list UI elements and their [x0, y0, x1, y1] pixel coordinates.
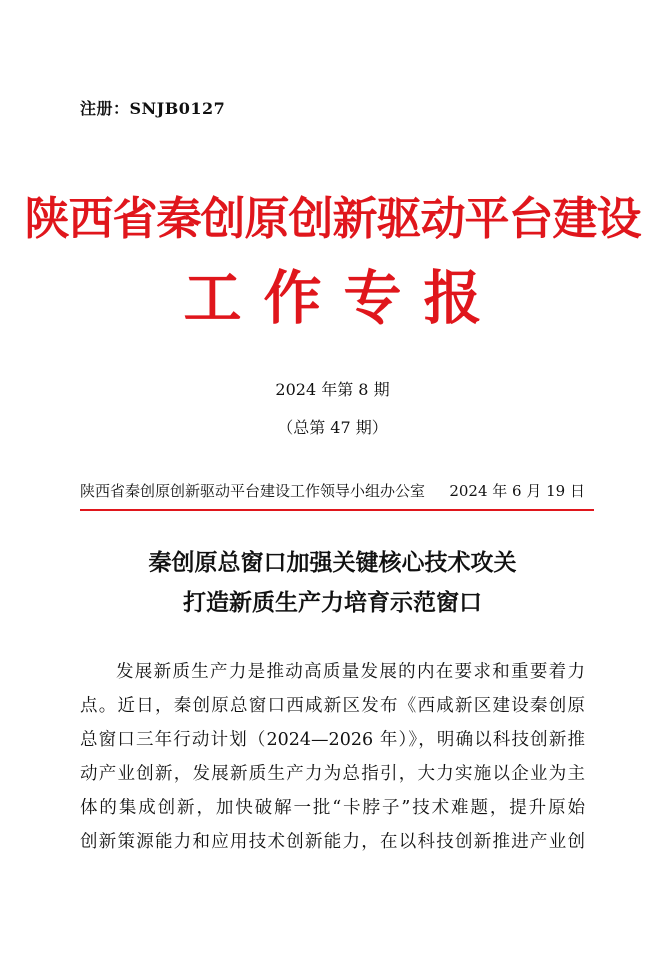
body-paragraph-line: 点。近日，秦创原总窗口西咸新区发布《西咸新区建设秦创原 [80, 696, 585, 716]
body-paragraph-line: 创新策源能力和应用技术创新能力，在以科技创新推进产业创 [80, 832, 585, 852]
body-paragraph-line: 动产业创新，发展新质生产力为总指引，大力实施以企业为主 [80, 764, 585, 784]
body-paragraph-line: 体的集成创新，加快破解一批“卡脖子”技术难题，提升原始 [80, 798, 585, 818]
issue-number: 2024 年第 8 期 [275, 380, 390, 399]
masthead-title: 陕西省秦创原创新驱动平台建设 [24, 192, 641, 245]
body-paragraph-line: 总窗口三年行动计划（2024—2026 年）》，明确以科技创新推 [80, 730, 585, 750]
issue-date: 2024 年 6 月 19 日 [449, 482, 585, 500]
registration-number: 注册：SNJB0127 [80, 99, 226, 118]
body-paragraph-line: 发展新质生产力是推动高质量发展的内在要求和重要着力 [116, 662, 585, 682]
masthead-subtitle: 工作专报 [183, 264, 504, 332]
article-title-line-2: 打造新质生产力培育示范窗口 [183, 589, 482, 616]
article-title-line-1: 秦创原总窗口加强关键核心技术攻关 [148, 549, 517, 576]
issuing-office: 陕西省秦创原创新驱动平台建设工作领导小组办公室 [80, 482, 426, 500]
issuer-row [80, 480, 585, 502]
red-divider-rule [80, 509, 594, 511]
total-issue-number: （总第 47 期） [277, 418, 388, 437]
